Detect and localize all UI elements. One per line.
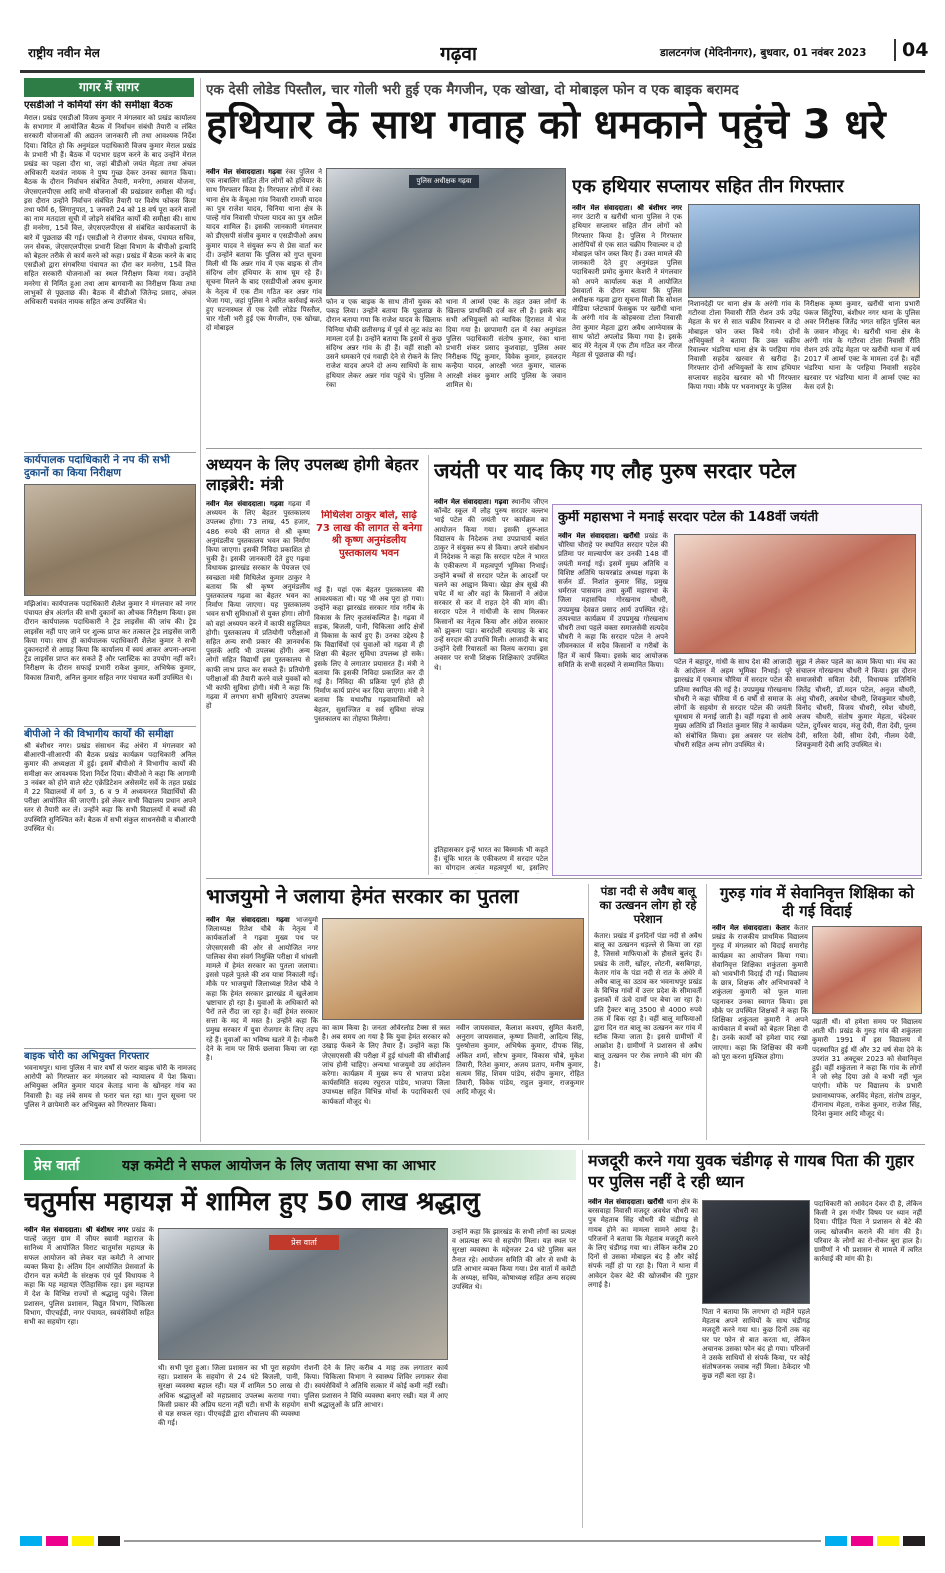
sand-body: केतार। प्रखंड में इनदिनों पंडा नदी से अवैध बालू का उत्खनन धड़ल्ले से किया जा रहा है, जिससे माफियाओं के हौसले बुलंद हैं। प्रखंड के तारी, खोंहर, लोटनी, बसबिगहा, केतार गांव के पंडा नदी से रात के अंधेरे में अवैध बालू का उठाव कर भवनाथपुर प्रखंड के विभिन्न गांवों में उत्तर प्रदेश के सीमावर्ती इलाकों में ऊंचे दामों पर बेचा जा रहा है। प्रति ट्रैक्टर बालू 3500 से 4000 रुपये तक में बिक रहा है। वहीं बालू माफियाओं द्वारा दिन रात बालू का उत्खनन कर गांव में स्टॉक किया जाता है। इससे ग्रामीणों में आक्रोश है। ग्रामीणों ने प्रशासन से अवैध बालू उत्खनन पर रोक लगाने की मांग की है। [594, 932, 702, 1069]
missing-col1-text: थाना क्षेत्र के बरसवाहा निवासी मजदूर अवधेश चौधरी का पुत्र मेहताब सिंह चौधरी की चंडीगढ़ से गायब होने का मामला सामने आया है। परिजनों ने बताया कि मेहताब मजदूरी करने के लिए चंडीगढ़ गया था। लेकिन करीब 20 दिनों से उसका मोबाइल बंद है और कोई संपर्क नहीं हो पा रहा है। पिता ने थाना में आवेदन देकर बेटे की खोजबीन की गुहार लगाई है। [588, 1198, 698, 1289]
library-col1-text: गढ़वा में अध्ययन के लिए बेहतर पुस्तकालय उपलब्ध होगा। 73 लाख, 45 हजार, 486 रुपये की लागत से श्री कृष्ण अनुमंडलीय पुस्तकालय भवन का निर्माण किया जाएगा। इसकी निविदा प्रकाशित हो चुकी है। इसकी जानकारी देते हुए गढ़वा विधायक झारखंड सरकार के पेयजल एवं स्वच्छता मंत्री मिथिलेश कुमार ठाकुर ने बताया कि श्री कृष्ण अनुमंडलीय पुस्तकालय गढ़वा का बेहतर भवन का निर्माण किया जाएगा। यह पुस्तकालय भवन सभी सुविधाओं से युक्त होगा। लोगों को वहां अध्ययन करने में काफी सहूलियत होगी। पुस्तकालय में प्रतियोगी परीक्षाओं सहित अन्य सभी प्रकार की ज्ञानवर्धक पुस्तकें आदि भी उपलब्ध होंगी। अन्य लोगों सहित विद्यार्थी इस पुस्तकालय से काफी लाभ प्राप्त कर सकते हैं। प्रतियोगी परीक्षाओं की तैयारी करने वाले युवकों को भी काफी सुविधा होगी। मंत्री ने कहा कि गढ़वा में लगभग सभी सुविधाएं उपलब्ध हो [206, 500, 310, 711]
missing-headline: मजदूरी करने गया युवक चंडीगढ़ से गायब पिता की गुहार पर पुलिस नहीं दे रही ध्यान [588, 1151, 914, 1191]
kurmi-byline: नवीन मेल संवाददाता। खरौंधी [558, 532, 640, 540]
page-number: 04 [894, 39, 928, 61]
police-sign: पुलिस अधीक्षक गढ़वा [409, 175, 479, 188]
second-photo [688, 204, 920, 298]
missing-col3: पदाधिकारी को आवेदन देकर दी है, लेकिन किसी ने इस गंभीर विषय पर ध्यान नहीं दिया। पीड़ित पिता ने प्रशासन से बेटे की जल्द खोजबीन कराने की मांग की है। परिवार के लोगों का रो-रोकर बुरा हाल है। ग्रामीणों ने भी प्रशासन से मामले में त्वरित कार्रवाई की मांग की है। [814, 1200, 922, 1264]
bjym-rule [588, 884, 589, 1140]
top-headline: हथियार के साथ गवाह को धमकाने पहुंचे 3 धरे [206, 102, 886, 148]
second-byline: नवीन मेल संवाददाता। श्री बंशीधर नगर [572, 204, 682, 212]
kurmi-photo [674, 534, 916, 654]
yagya-byline: नवीन मेल संवाददाता। श्री बंशीधर नगर [24, 1226, 129, 1234]
yagya-col3: रोशनी देने के लिए करीब 4 माह तक लगातार कार्य किया। चिकित्सा विभाग ने स्वास्थ्य शिविर लगाकर सेवा दी। स्वयंसेवियों ने अतिथि सत्कार में कोई कमी नहीं रखी। पुलिस प्रशासन ने विधि व्यवस्था बनाए रखी। यज्ञ में आए सभी श्रद्धालुओं के प्रति आभार। [304, 1364, 448, 1409]
press-tag: प्रेस वार्ता [34, 1158, 80, 1174]
library-byline: नवीन मेल संवाददाता। गढ़वा [206, 500, 284, 508]
top-story-col1-text: रंका पुलिस ने एक नाबालिग सहित तीन लोगों को हथियार के साथ गिरफ्तार किया है। गिरफ्तार लोगों में रंका थाना क्षेत्र के केंचुआ गांव निवासी रामजी यादव का पुत्र राजेश यादव, चिनिया थाना क्षेत्र के पाल्हे गांव निवासी पोपला यादव का पुत्र अप्रैल यादव शामिल हैं। इसकी जानकारी मंगलवार को डीएसपी संजीव कुमार व एसडीपीओ अवध कुमार यादव ने संयुक्त रूप से प्रेस वार्ता कर दी। उन्होंने बताया कि पुलिस को गुप्त सूचना मिली थी कि अन्नर गांव में एक बाइक से तीन संदिग्ध लोग हथियार के साथ घूम रहे हैं। सूचना मिलने के बाद एसडीपीओ अवध कुमार के नेतृत्व में एक टीम गठित कर अन्नर गांव भेजा गया, जहां पुलिस ने त्वरित कार्रवाई करते हुए घटनास्थल से एक देसी लोडेड पिस्तौल, चार गोली भरी हुई एक मैगजीन, एक खोखा, दो मोबाइल [206, 168, 322, 333]
sardar-col1 [434, 498, 548, 846]
story2-headline: कार्यपालक पदाधिकारी ने नप की सभी दुकानों का किया निरीक्षण [24, 454, 170, 479]
missing-photo [702, 1200, 810, 1304]
sardar-byline: नवीन मेल संवाददाता। गढ़वा [434, 498, 509, 506]
bjym-byline: नवीन मेल संवाददाता। गढ़वा [206, 916, 290, 924]
yagya-col1 [24, 1226, 154, 1526]
missing-col1 [588, 1198, 698, 1526]
sardar-col1-text: स्थानीय जीएन कॉन्वेंट स्कूल में लौह पुरुष सरदार वल्लभ भाई पटेल की जयंती पर कार्यक्रम का आयोजन किया गया। इसकी शुरूआत विद्यालय के निदेशक तथा उपप्राचार्य बसंत ठाकुर ने संयुक्त रूप से किया। अपने संबोधन में निदेशक ने कहा कि सरदार पटेल ने भारत के एकीकरण में महत्वपूर्ण भूमिका निभाई। उन्होंने बच्चों से सरदार पटेल के आदर्शों पर चलने का आह्वान किया। खेड़ा क्षेत्र सूखे की चपेट में था और वहां के किसानों ने अंग्रेज सरकार से कर में राहत देने की मांग की। सरदार पटेल ने गांधीजी के साथ मिलकर किसानों का नेतृत्व किया और अंग्रेज सरकार को झुकना पड़ा। बारदोली सत्याग्रह के बाद उन्हें सरदार की उपाधि मिली। आजादी के बाद उन्होंने देसी रियासतों का विलय कराया। इस अवसर पर सभी शिक्षक शिक्षिकाएं उपस्थित थे। [434, 498, 548, 672]
second-col1 [572, 204, 682, 444]
masthead-rule [20, 70, 925, 73]
retire-col2: पढ़ाती थीं। वो हमेशा समय पर विद्यालय आती थीं। प्रखंड के गुरुड़ गांव की शकुंतला कुमारी 1991 में इस विद्यालय में पदस्थापित हुई थीं और 32 वर्ष सेवा देने के उपरांत 31 अक्टूबर 2023 को सेवानिवृत्त हुईं। वहीं शकुंतला ने कहा कि गांव के लोगों ने जो स्नेह दिया उसे वे कभी नहीं भूल पाएंगी। मौके पर विद्यालय के प्रभारी प्रधानाध्यापक, अरविंद मेहता, संतोष ठाकुर, दीनानाथ मेहता, राकेश कुमार, राजेश सिंह, दिनेश कुमार आदि मौजूद थे। [812, 1018, 922, 1119]
kurmi-col1-text: प्रखंड के चौरिया चौराहे पर स्थापित सरदार पटेल की प्रतिमा पर माल्यार्पण कर उनकी 148 वीं जयंती मनाई गई। इसमें मुख्य अतिथि व विशिष्ट अतिथि फायरब्रांड अध्यक्ष गढ़वा के सर्जन डॉ. निशांत कुमार सिंह, प्रमुख धर्मराज पासवान तथा कुर्मी महासभा के जिला महासचिव गोरखनाथ चौधरी, उपप्रमुख देवव्रत प्रसाद आर्य उपस्थित रहे। तत्पश्चात कार्यक्रम में उपप्रमुख गोरखनाथ चौधरी तथा पहले वक्ता समाजसेवी सत्यदेव चौधरी ने कहा कि सरदार पटेल ने अपने जीवनकाल में सदैव किसानों व गरीबों के हित में कार्य किया। इसके बाद आयोजक समिति के सभी सदस्यों ने सम्मानित किया। [558, 532, 668, 669]
second-col1-text: नगर उंटारी व खरौंधी थाना पुलिस ने एक हथियार सप्लायर सहित तीन लोगों को गिरफ्तार किया है। पुलिस ने गिरफ्तार आरोपियों से एक सात चक्रीय रिवाल्वर व दो मोबाइल फोन जब्त किए हैं। उक्त मामले की जानकारी देते हुए अनुमंडल पुलिस पदाधिकारी प्रमोद कुमार केशरी ने मंगलवार को अपने कार्यालय कक्ष में आयोजित प्रेसवार्ता के दौरान बताया कि पुलिस अधीक्षक गढ़वा द्वारा सूचना मिली कि सोशल मीडिया प्लेटफार्म फेसबुक पर खरौंधी थाना के अरंगी गांव के कोहबरवा टोला निवासी तेरा कुमार मेहता द्वारा अवैध आग्नेयास्त्र के साथ फोटो अपलोड किया गया है। इसके बाद मेरे नेतृत्व में एक टीम गठित कर नीरज मेहता से पूछताछ की गई। [572, 213, 682, 360]
story2-body: मझिआंव। कार्यपालक पदाधिकारी शैलेश कुमार ने मंगलवार को नगर पंचायत क्षेत्र अंतर्गत की सभी दुकानों का औचक निरीक्षण किया। इस दौरान कार्यपालक पदाधिकारी ने ट्रेड लाइसेंस की जांच की। ट्रेड लाइसेंस नहीं पाए जाने पर शुल्क प्राप्त कर तत्काल ट्रेड लाइसेंस जारी किया गया। साथ ही कार्यपालक पदाधिकारी शैलेश कुमार ने सभी दुकानदारों से आग्रह किया कि कार्यालय में स्वयं आकर अपना-अपना ट्रेड लाइसेंस प्राप्त कर सकते हैं और प्लास्टिक का उपयोग नहीं करें। निरीक्षण के दौरान सफाई प्रभारी राकेश कुमार, अभिषेक कुमार, विकास तिवारी, अनिल कुमार सहित नगर पंचायत कर्मी उपस्थित थे। [24, 600, 196, 682]
masthead [20, 36, 929, 70]
story3-headline: बीपीओ ने की विभागीय कार्यों की समीक्षा [24, 726, 196, 741]
second-col2: निशानदेही पर थाना क्षेत्र के अरंगी गांव के गटौरवा टोला निवासी रीति रोशन उर्फ उपेंद्र मेहता के घर से सात चक्रीय रिवाल्वर व दो मोबाइल फोन जब्त किये गये। दोनों अभियुक्तों ने बताया कि उक्त चक्रीय रिवाल्वर भंडरिया थाना क्षेत्र के परहिया गांव निवासी सहदेव खरवार से खरीदा है। गिरफ्तार दोनों अभियुक्तों के साथ हथियार सप्लायर सहदेव खरवार को भी गिरफ्तार किया गया। मौके पर भवनाथपुर के पुलिस [688, 300, 800, 391]
sardar-col2: इतिहासकार इन्हें भारत का बिस्मार्क भी कहते हैं। चूंकि भारत के एकीकरण में सरदार पटेल का योगदान अत्यंत महत्वपूर्ण था, इसलिए [434, 846, 548, 873]
sand-headline: पंडा नदी से अवैध बालू का उत्खनन लोग हो रहे परेशान [599, 884, 697, 926]
retire-col1-text: केतार प्रखंड के राजकीय प्राथमिक विद्यालय गुरुड़ में मंगलवार को विदाई समारोह कार्यक्रम का आयोजन किया गया। सेवानिवृत्त शिक्षिका शकुंतला कुमारी को भावभीनी विदाई दी गई। विद्यालय के छात्र, शिक्षक और अभिभावकों ने शकुंतला कुमारी को फूल माला पहनाकर उनका स्वागत किया। इस मौके पर उपस्थित शिक्षकों ने कहा कि शिक्षिका शकुंतला कुमारी ने अपने कार्यकाल में बच्चों को बेहतर शिक्षा दी है। उनके कार्यों को हमेशा याद रखा जाएगा। कहा कि शिक्षिका की कमी को पूरा करना मुश्किल होगा। [712, 924, 808, 1061]
top-section-rule [206, 448, 922, 449]
bjym-headline: भाजयुमो ने जलाया हेमंत सरकार का पुतला [206, 884, 519, 908]
missing-byline: नवीन मेल संवाददाता। खरौंधी [588, 1198, 664, 1206]
retire-photo [812, 926, 922, 1014]
yagya-col2: थी। सभी पूरा हुआ। जिला प्रशासन का भी पूरा सहयोग रहा। प्रशासन के सहयोग से 24 घंटे बिजली, पानी, सुरक्षा व्यवस्था बहाल रही। यज्ञ में शामिल 50 लाख से अधिक श्रद्धालुओं को महाप्रसाद उपलब्ध कराया गया। किसी प्रकार की अप्रिय घटना नहीं घटी। सभी के सहयोग से यज्ञ सफल रहा। पीएचईडी द्वारा शौचालय की व्यवस्था की गई। [158, 1364, 300, 1428]
kurmi-col1 [558, 532, 668, 842]
bjym-photo [322, 918, 584, 1020]
story4-headline: बाइक चोरी का अभियुक्त गिरफ्तार [24, 1048, 196, 1063]
missing-rule [582, 1150, 583, 1528]
library-rule [428, 455, 429, 875]
second-headline: एक हथियार सप्लायर सहित तीन गिरफ्तार [572, 176, 844, 197]
dateline: डालटनगंज (मेदिनीनगर), बुधवार, 01 नवंबर 2023 [660, 47, 867, 59]
bjym-col3: नवीन जायसवाल, कैलाश कश्यप, सुमित केशरी, अनुराग जायसवाल, कृष्णा तिवारी, आदित्य सिंह, पुरुषोत्तम कुमार, अभिषेक कुमार, दीपक सिंह, अंकित शर्मा, सौरभ कुमार, विकास चौबे, मुकेश तिवारी, रितेश कुमार, अजय प्रताप, मनीष कुमार, सत्यम सिंह, शिवम पांडेय, संदीप कुमार, रोहित तिवारी, विवेक पांडेय, राहुल कुमार, राजकुमार आदि मौजूद थे। [456, 1024, 584, 1097]
story1-headline: एसडीओ ने कर्मियों संग की समीक्षा बैठक [24, 100, 173, 111]
library-headline: अध्ययन के लिए उपलब्ध होगी बेहतर लाइब्रेरी: मंत्री [206, 455, 419, 494]
yagya-col4: उन्होंने कहा कि झारखंड के सभी लोगों का प्रत्यक्ष व अप्रत्यक्ष रूप से सहयोग मिला। यज्ञ स्थल पर सुरक्षा व्यवस्था के मद्देनजर 24 घंटे पुलिस बल तैनात रहे। आयोजन समिति की ओर से सभी के प्रति आभार व्यक्त किया गया। प्रेस वार्ता में कमेटी के अध्यक्ष, सचिव, कोषाध्यक्ष सहित अन्य सदस्य उपस्थित थे। [452, 1228, 576, 1292]
press-headline: यज्ञ कमेटी ने सफल आयोजन के लिए जताया सभा का आभार [122, 1158, 436, 1174]
story2-photo [24, 484, 196, 596]
yagya-col1-text: प्रखंड के पाल्हे जतुरा ग्राम में जीयर स्वामी महाराज के सानिध्य में आयोजित विराट चातुर्मास महायज्ञ के सफल आयोजन को लेकर यज्ञ कमेटी ने आभार व्यक्त किया है। अंतिम दिन आयोजित प्रेसवार्ता के दौरान यज्ञ कमेटी के संरक्षक एवं पूर्व विधायक ने कहा कि यह महायज्ञ ऐतिहासिक रहा। इस महायज्ञ में देश के विभिन्न राज्यों से श्रद्धालु पहुंचे। जिला प्रशासन, पुलिस प्रशासन, विद्युत विभाग, चिकित्सा विभाग, पीएचईडी, नगर पंचायत, स्वयंसेवियों सहित सभी का सहयोग रहा। [24, 1226, 154, 1327]
top-story-col1 [206, 168, 322, 333]
library-callout: मिथिलेश ठाकुर बोले, साढ़े 73 लाख की लागत से बनेगा श्री कृष्ण अनुमंडलीय पुस्तकालय भवन [315, 510, 423, 559]
kurmi-headline: कुर्मी महासभा ने मनाई सरदार पटेल की 148वीं जयंती [558, 510, 819, 525]
library-col2: गई हैं। यहां एक बेहतर पुस्तकालय की आवश्यकता थी। यह भी अब पूरा हो गया। उन्होंने कहा झारखंड सरकार गांव गरीब के विकास के लिए कृतसंकल्पित है। गढ़वा में सड़क, बिजली, पानी, चिकित्सा आदि क्षेत्रों में विकास के कार्य हुए हैं। उनका उद्देश्य है कि विद्यार्थियों एवं युवाओं को गढ़वा में ही शिक्षा की बेहतर सुविधा उपलब्ध हो सके। इसके लिए वे लगातार प्रयासरत हैं। मंत्री ने बताया कि इसकी निविदा प्रकाशित कर दी गई है। निविदा की प्रक्रिया पूर्ण होते ही निर्माण कार्य प्रारंभ कर दिया जाएगा। मंत्री ने बताया कि यथाशीघ्र गढ़वावासियों को बेहतर, सुसज्जित व सर्व सुविधा संपन्न पुस्तकालय का तोहफा मिलेगा। [314, 586, 424, 723]
story1-body: मेराल। प्रखंड एसडीओ विजय कुमार ने मंगलवार को प्रखंड कार्यालय के सभागार में आयोजित बैठक में निर्वाचन संबंधी तैयारी व लंबित सरकारी योजनाओं की अद्यतन जानकारी ली तथा आवश्यक निर्देश दिया। विदित हो कि अनुमंडल पदाधिकारी विजय कुमार मेराल प्रखंड के प्रभारी भी हैं। बैठक में पदभार ग्रहण करने के बाद उन्होंने मेराल प्रखंड का पहला दौरा था, जहां बीडीओ जयंत मेहता तथा अंचल अधिकारी यशवंत नायक ने पुष्प गुच्छ देकर उनका स्वागत किया। बैठक के दौरान निर्वाचन संबंधित तैयारी, मनरेगा, आवास योजना, जेएसएलपीएस आदि सभी योजनाओं की प्रखंडवार समीक्षा की गई। इस दौरान उन्होंने निर्वाचन संबंधित तैयारी पर विशेष फोकस किया तथा फॉर्म 6, लिंगानुपात, 1 जनवरी 24 को 18 वर्ष पूरा करने वालों का नाम मतदाता सूची में जोड़ने संबंधित कार्यों की समीक्षा की। साथ ही मनरेगा, 15वें वित्त, जेएसएलपीएस से संबंधित कार्यकलापों के बारे में पूछताछ की गई। एसडीओ ने रोजगार सेवक, पंचायत सचिव, जन सेवक, जेएसएलपीएस प्रभारी शिक्षा विभाग के बीपीओ इत्यादि को बेहतर तरीके से कार्य करने को कहा। प्रखंड में बैठक करने के बाद एसडीओ द्वारा संगबरिया पंचायत का दौरा कर मनरेगा, 15वें वित्त सहित सरकारी योजनाओं का स्थल निरीक्षण किया गया। उन्होंने मनरेगा से निर्मित हुआ तथा आम बागवानी का निरीक्षण किया तथा लाभुकों से पूछताछ की। बैठक में बीडीओ जितेन्द्र प्रसाद, अंचल अधिकारी यशवंत नायक सहित अन्य उपस्थित थे। [24, 114, 196, 307]
press-banner [24, 1150, 576, 1180]
retire-headline: गुरुड़ गांव में सेवानिवृत्त शिक्षिका को दी गई विदाई [719, 884, 914, 920]
library-col1 [206, 500, 310, 872]
sardar-headline: जयंती पर याद किए गए लौह पुरुष सरदार पटेल [434, 459, 796, 483]
missing-col2: पिता ने बताया कि लगभग दो महीने पहले मेहताब अपने साथियों के साथ चंडीगढ़ मजदूरी करने गया था। कुछ दिनों तक वह घर पर फोन से बात करता था, लेकिन अचानक उसका फोन बंद हो गया। परिजनों ने उसके साथियों से संपर्क किया, पर कोई संतोषजनक जवाब नहीं मिला। ठेकेदार भी कुछ नहीं बता रहा है। [702, 1308, 810, 1381]
retire-byline: नवीन मेल संवाददाता। केतार [712, 924, 790, 932]
left-banner: गागर में सागर [24, 78, 194, 97]
footer-color-bar [20, 1534, 925, 1548]
second-col3: निरीक्षक कृष्ण कुमार, खरौंधी थाना प्रभारी पंकज सिंदुरिया, बंशीधर नगर थाना के पुलिस अवर निरीक्षक जितेंद्र भगत सहित पुलिस बल के जवान मौजूद थे। खरौंधी थाना क्षेत्र के अरंगी गांव के गटौरवा टोला निवासी रीति रोशन उर्फ उपेंद्र मेहता पर खरौंधी थाना में वर्ष 2017 में आर्म्स एक्ट के मामला दर्ज है। वहीं भंडरिया थाना के परहिया निवासी सहदेव खरवार पर भंडरिया थाना में आर्म्स एक्ट का केस दर्ज है। [804, 300, 920, 391]
story3-body: श्री बंशीधर नगर। प्रखंड संसाधन केंद्र अंधेरा में मंगलवार को बीआरपी-सीआरपी की बैठक प्रखंड कार्यक्रम पदाधिकारी अनिल कुमार की अध्यक्षता में हुई। इसमें बीपीओ ने विभागीय कार्यों की समीक्षा कर आवश्यक दिशा निर्देश दिया। बीपीओ ने कहा कि आगामी 3 नवंबर को होने वाले स्टेट एक्रेडिटेशन असेसमेंट सर्वे के तहत प्रखंड में 22 विद्यालयों में वर्ग 3, 6 व 9 में अध्ययनरत विद्यार्थियों की परीक्षा आयोजित की जाएगी। इसे लेकर सभी विद्यालय प्रधान अपने स्तर से तैयारी कर लें। उन्होंने कहा कि सभी विद्यालयों में बच्चों की उपस्थिति सुनिश्चित करें। बैठक में सभी संकुल साधनसेवी व बीआरपी उपस्थित थे। [24, 742, 196, 833]
yagya-photo [158, 1228, 448, 1360]
retire-col1 [712, 924, 808, 1138]
bjym-col1 [206, 916, 318, 1138]
kurmi-col3: सूझ ने लेकर पहले का काम किया था। मंच का संचालन गोरखनाथ चौधरी ने किया। इस दौरान समाजसेवी सविता देवी, विधायक प्रतिनिधि जितेंद्र चौधरी, डॉ.मदन पटेल, अनुज चौधरी, अंशु चौधरी, अवधेश चौधरी, शिवकुमार चौधरी, विनोद चौधरी, विजय चौधरी, रमेश चौधरी, अजय चौधरी, संतोष कुमार मेहता, चंदेश्वर पटेल, दुर्गेश्वर यादव, मंजु देवी, रीता देवी, पूनम देवी, सरिता देवी, सीमा देवी, नीलम देवी, शिवकुमारी देवी आदि उपस्थित थे। [796, 658, 916, 749]
story4-body: भवनाथपुर। थाना पुलिस ने चार वर्षों से फरार बाइक चोरी के नामजद आरोपी को गिरफ्तार कर मंगलवार को न्यायालय में पेश किया। अभियुक्त अमित कुमार यादव केताड़ थाना के खोनहर गांव का निवासी है। वह लंबे समय से फरार चल रहा था। गुप्त सूचना पर पुलिस ने छापेमारी कर अभियुक्त को गिरफ्तार किया। [24, 1064, 196, 1109]
top-story-col3: थाना में आर्म्स एक्ट के तहत उक्त लोगों के खिलाफ प्राथमिकी दर्ज कर ली है। इसके बाद सभी अभियुक्तों को न्यायिक हिरासत में भेज दिया गया है। छापामारी दल में रंका अनुमंडल पुलिस पदाधिकारी संतोष कुमार, रंका थाना प्रभारी शंकर प्रसाद कुशवाहा, पुलिस अवर निरीक्षक पिंटू कुमार, विवेक कुमार, हवलदार कन्हैया यादव, आरक्षी भरत कुमार, चालक आरक्षी शंकर कुमार आदि पुलिस के जवान शामिल थे। [446, 298, 566, 389]
middle-section-rule [206, 878, 922, 879]
bjym-col2: का काम किया है। जनता ओवेरलोड टैक्स से त्रस्त है। अब समय आ गया है कि युवा हेमंत सरकार को उखाड़ फेंकने के लिए तैयार हैं। उन्होंने कहा कि जेएसएससी की परीक्षा में हुई धांधली की सीबीआई जांच होनी चाहिए। अन्यथा भाजयुमो उग्र आंदोलन करेगा। कार्यक्रम में मुख्य रूप से भाजपा प्रदेश कार्यसमिति सदस्य रघुराज पांडेय, भाजपा जिला उपाध्यक्ष सहित विभिन्न मोर्चा के पदाधिकारी एवं कार्यकर्ता मौजूद थे। [322, 1024, 450, 1106]
left-column-rule [200, 78, 201, 1142]
yagya-headline: चतुर्मास महायज्ञ में शामिल हुए 50 लाख श्रद्धालु [24, 1187, 480, 1217]
top-story-photo [326, 168, 566, 296]
kurmi-col2: पटेल ने बहादुर, गांधी के साथ देश की आजादी के आंदोलन में अहम भूमिका निभाई। पूरे झारखंड में एकमात्र चौरिया में सरदार पटेल की प्रतिमा स्थापित की गई है। उपप्रमुख गोरखनाथ चौधरी ने कहा चौरिया में 6 वर्षों से समाज के लोगों के सहयोग से सरदार पटेल की जयंती धूमधाम से मनाई जाती है। वहीं गढ़वा से आये मुख्य अतिथि डॉ निशांत कुमार सिंह ने कार्यक्रम को संबोधित किया। इस अवसर पर संतोष चौधरी सहित अन्य लोग उपस्थित थे। [674, 658, 792, 749]
top-story-byline: नवीन मेल संवाददाता। गढ़वा [206, 168, 282, 176]
section-name: गढ़वा [440, 43, 477, 65]
top-story-col2: फोन व एक बाइक के साथ तीनों युवक को पकड़ लिया। उन्होंने बताया कि पूछताछ के दौरान बताया गया कि राजेश यादव के खिलाफ चिनिया चौकी छतीसगढ़ में पूर्व से लूट कांड का मामला दर्ज है। उन्होंने बताया कि इसमें से कुछ संदिग्ध अन्नर गांव के ही हैं। वहीं साक्षी को उसने धमकाने एवं गवाही देने से रोकने के लिए राजेश यादव अपने दो अन्य साथियों के साथ हथियार लेकर अन्नर गांव पहुंचे थे। पुलिस ने रंका [326, 298, 442, 389]
yagya-banner-sign: प्रेस वार्ता [269, 1235, 339, 1250]
sand-rule [706, 884, 707, 1140]
bjym-col1-text: भाजयुमो जिलाध्यक्ष रितेश चौबे के नेतृत्व में कार्यकर्ताओं ने गढ़वा मुख्य पथ पर जेएसएससी की ओर से आयोजित नगर पालिका सेवा संवर्ग नियुक्ति परीक्षा में धांधली मामले में हेमंत सरकार का पुतला जलाया। इससे पहले पुतले की शव यात्रा निकाली गई। मौके पर भाजयुमो जिलाध्यक्ष रितेश चौबे ने कहा कि हेमंत सरकार झारखंड में खुलेआम भ्रष्टाचार हो रहा है। युवाओं के अधिकारों को पैरों तले रौंदा जा रहा है। वहीं हेमंत सरकार सत्ता के मद में मस्त है। उन्होंने कहा कि प्रमुख सरकार में युवा रोजगार के लिए तड़प रहे हैं। युवाओं का भविष्य खतरे में है। नौकरी देने के नाम पर सिर्फ छलावा किया जा रहा है। [206, 916, 318, 1063]
paper-name: राष्ट्रीय नवीन मेल [28, 46, 100, 60]
top-kicker: एक देसी लोडेड पिस्तौल, चार गोली भरी हुई एक मैगजीन, एक खोखा, दो मोबाइल फोन व एक बाइक बरामद [206, 82, 739, 98]
lower-section-rule [20, 1144, 925, 1145]
